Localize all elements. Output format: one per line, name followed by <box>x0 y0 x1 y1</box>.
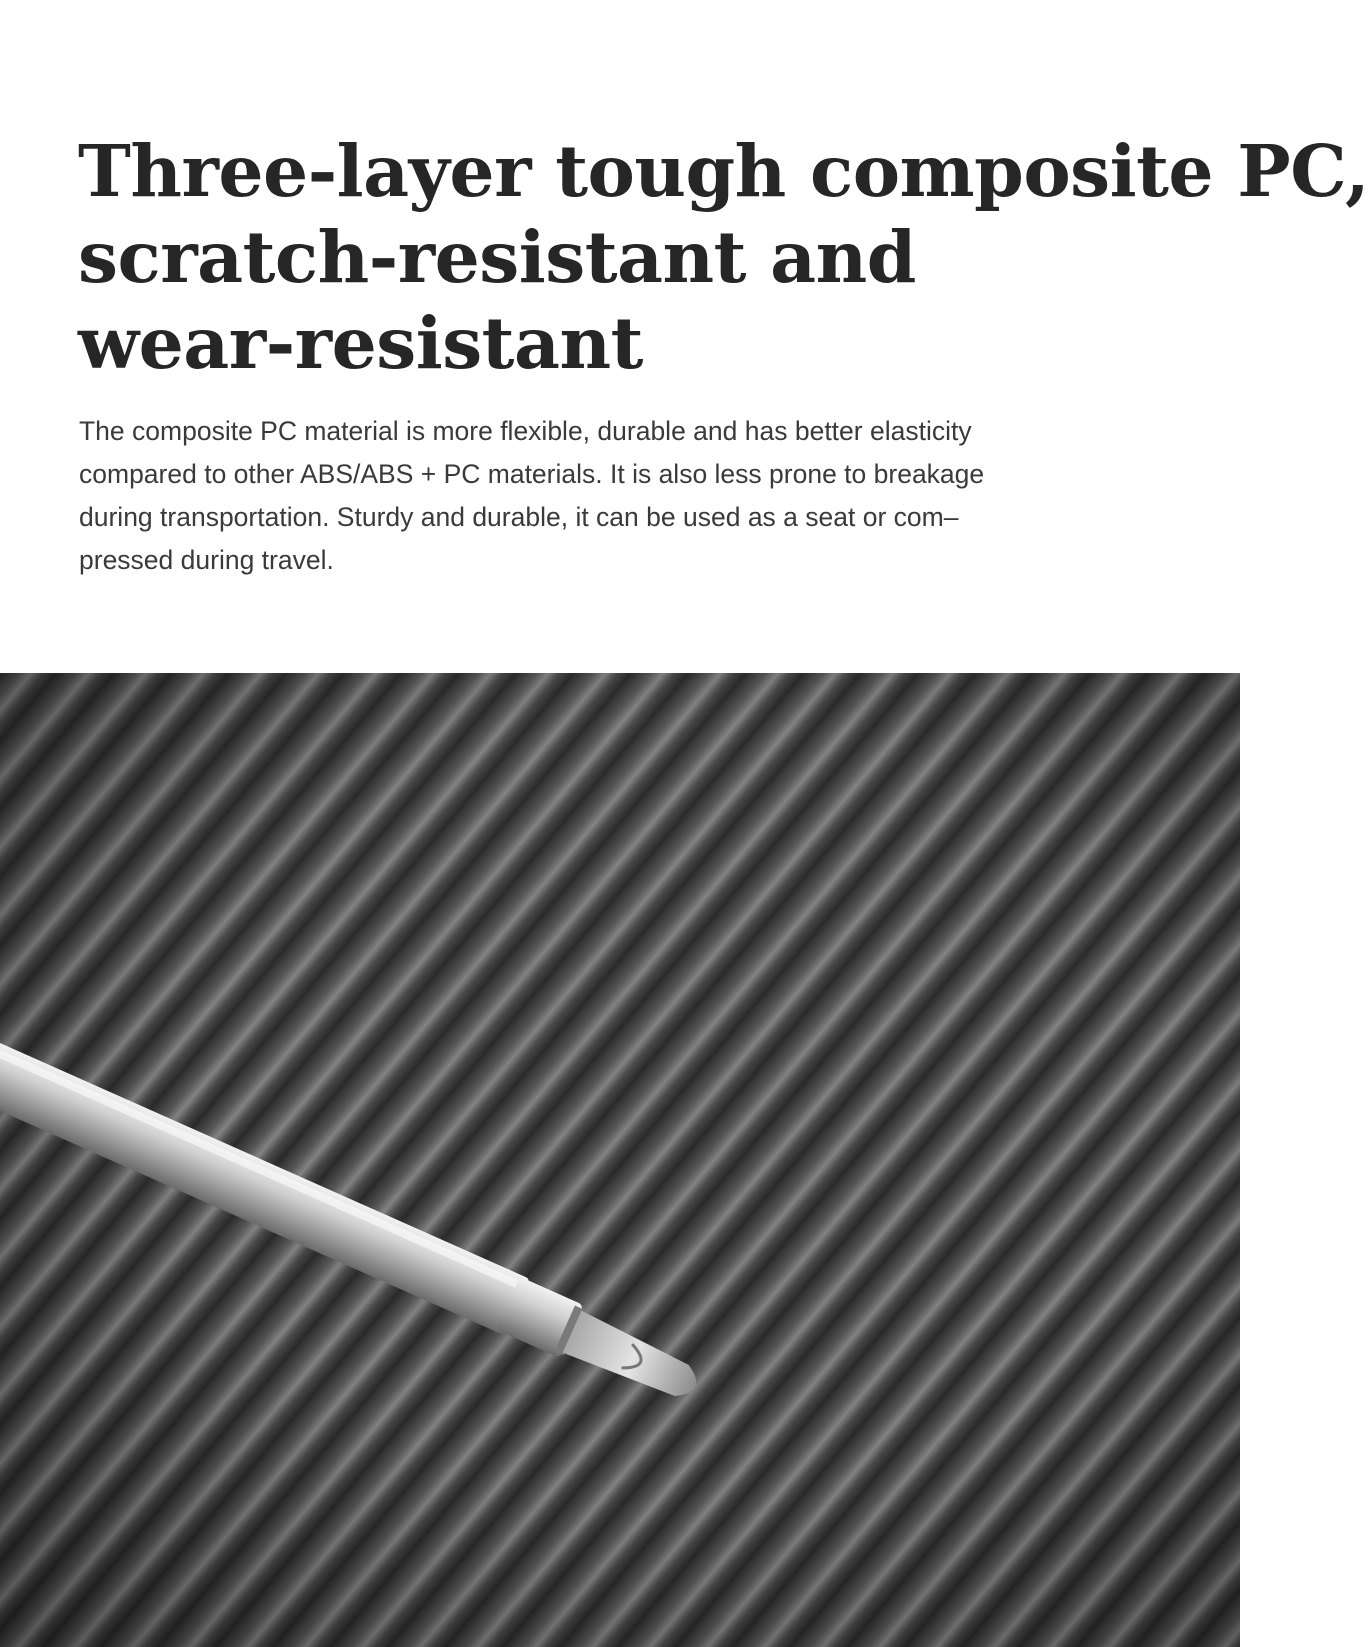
feature-headline <box>78 128 1369 386</box>
feature-description <box>79 410 1179 582</box>
description-line-3: during transportation. Sturdy and durable, it can be used as a seat or com– <box>79 502 959 532</box>
description-line-4: pressed during travel. <box>79 545 334 575</box>
description-line-1: The composite PC material is more flexible, durable and has better elasticity <box>79 416 972 446</box>
headline-line-2: scratch-resistant and <box>78 215 916 299</box>
description-line-2: compared to other ABS/ABS + PC materials. It is also less prone to breakage <box>79 459 985 489</box>
headline-line-3: wear-resistant <box>78 301 643 385</box>
product-photo <box>0 673 1240 1647</box>
headline-line-1: Three-layer tough composite PC, <box>78 129 1369 213</box>
ribbed-shell-illustration <box>0 673 1240 1647</box>
